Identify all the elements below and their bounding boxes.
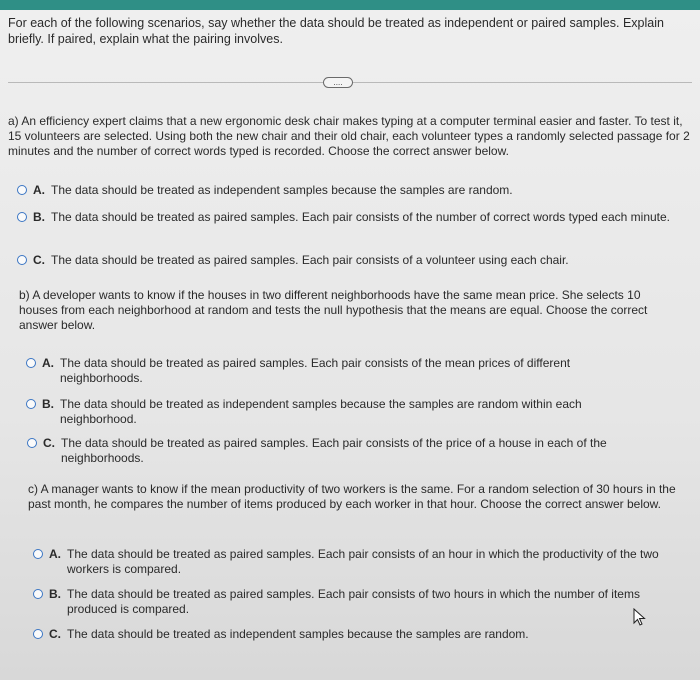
mouse-pointer-icon <box>632 608 648 628</box>
option-text: The data should be treated as independent samples because the samples are random within each neighborhood. <box>60 397 582 426</box>
option-letter: B. <box>49 587 61 601</box>
top-accent-bar <box>0 0 700 10</box>
option-text: The data should be treated as paired samples. Each pair consists of a volunteer using each chair. <box>51 253 569 267</box>
option-text: The data should be treated as paired samples. Each pair consists of the number of correct words typed each minute. <box>51 210 671 224</box>
option-text: The data should be treated as paired samples. Each pair consists of an hour in which the productivity of the two workers is compared. <box>67 547 659 576</box>
question-c-option-a[interactable] <box>33 547 673 576</box>
option-letter: A. <box>49 547 61 561</box>
option-text: The data should be treated as paired samples. Each pair consists of two hours in which the number of items produced is compared. <box>67 587 640 616</box>
instructions-text: For each of the following scenarios, say whether the data should be treated as independent or paired samples. Explain briefly. If paired, explain what the pairing involves. <box>8 16 664 46</box>
option-text: The data should be treated as independent samples because the samples are random. <box>51 183 513 197</box>
question-a-option-b[interactable] <box>17 210 677 225</box>
option-letter: A. <box>33 183 45 197</box>
question-panel <box>0 10 700 680</box>
question-b-option-a[interactable] <box>26 356 601 385</box>
radio-button[interactable] <box>26 358 36 368</box>
radio-button[interactable] <box>33 629 43 639</box>
question-b-prompt: b) A developer wants to know if the houses in two different neighborhoods have the same mean price. She selects 10 houses from each neighborhood at random and tests the null hypothesis that the means are equal. Choose the correct answer below. <box>19 288 648 332</box>
radio-button[interactable] <box>17 255 27 265</box>
option-text: The data should be treated as paired samples. Each pair consists of the price of a house in each of the neighborhoods. <box>61 436 607 465</box>
radio-button[interactable] <box>33 589 43 599</box>
radio-button[interactable] <box>17 212 27 222</box>
option-letter: C. <box>33 253 45 267</box>
option-letter: B. <box>33 210 45 224</box>
question-b-option-b[interactable] <box>26 397 606 426</box>
option-text: The data should be treated as independent samples because the samples are random. <box>67 627 529 641</box>
option-text: The data should be treated as paired samples. Each pair consists of the mean prices of different neighborhoods. <box>60 356 571 385</box>
question-c-option-b[interactable] <box>33 587 658 616</box>
option-letter: A. <box>42 356 54 370</box>
expand-more-button[interactable]: .... <box>323 77 353 88</box>
question-a-option-c[interactable] <box>17 253 682 268</box>
option-letter: C. <box>43 436 55 450</box>
question-b-option-c[interactable] <box>27 436 627 465</box>
option-letter: C. <box>49 627 61 641</box>
question-a-prompt: a) An efficiency expert claims that a new ergonomic desk chair makes typing at a computer terminal easier and faster. To test it, 15 volunteers are selected. Using both the new chair and their old chair, each volunteer types a randomly selected passage for 2 minutes and the number of correct words typed is recorded. Choose the correct answer below. <box>8 114 690 158</box>
question-c-prompt: c) A manager wants to know if the mean productivity of two workers is the same. For a random selection of 30 hours in the past month, he compares the number of items produced by each worker in that hour. Choose the correct answer below. <box>28 482 676 511</box>
radio-button[interactable] <box>33 549 43 559</box>
question-c-option-c[interactable] <box>33 627 633 642</box>
option-letter: B. <box>42 397 54 411</box>
question-a-option-a[interactable] <box>17 183 682 198</box>
radio-button[interactable] <box>17 185 27 195</box>
radio-button[interactable] <box>26 399 36 409</box>
radio-button[interactable] <box>27 438 37 448</box>
